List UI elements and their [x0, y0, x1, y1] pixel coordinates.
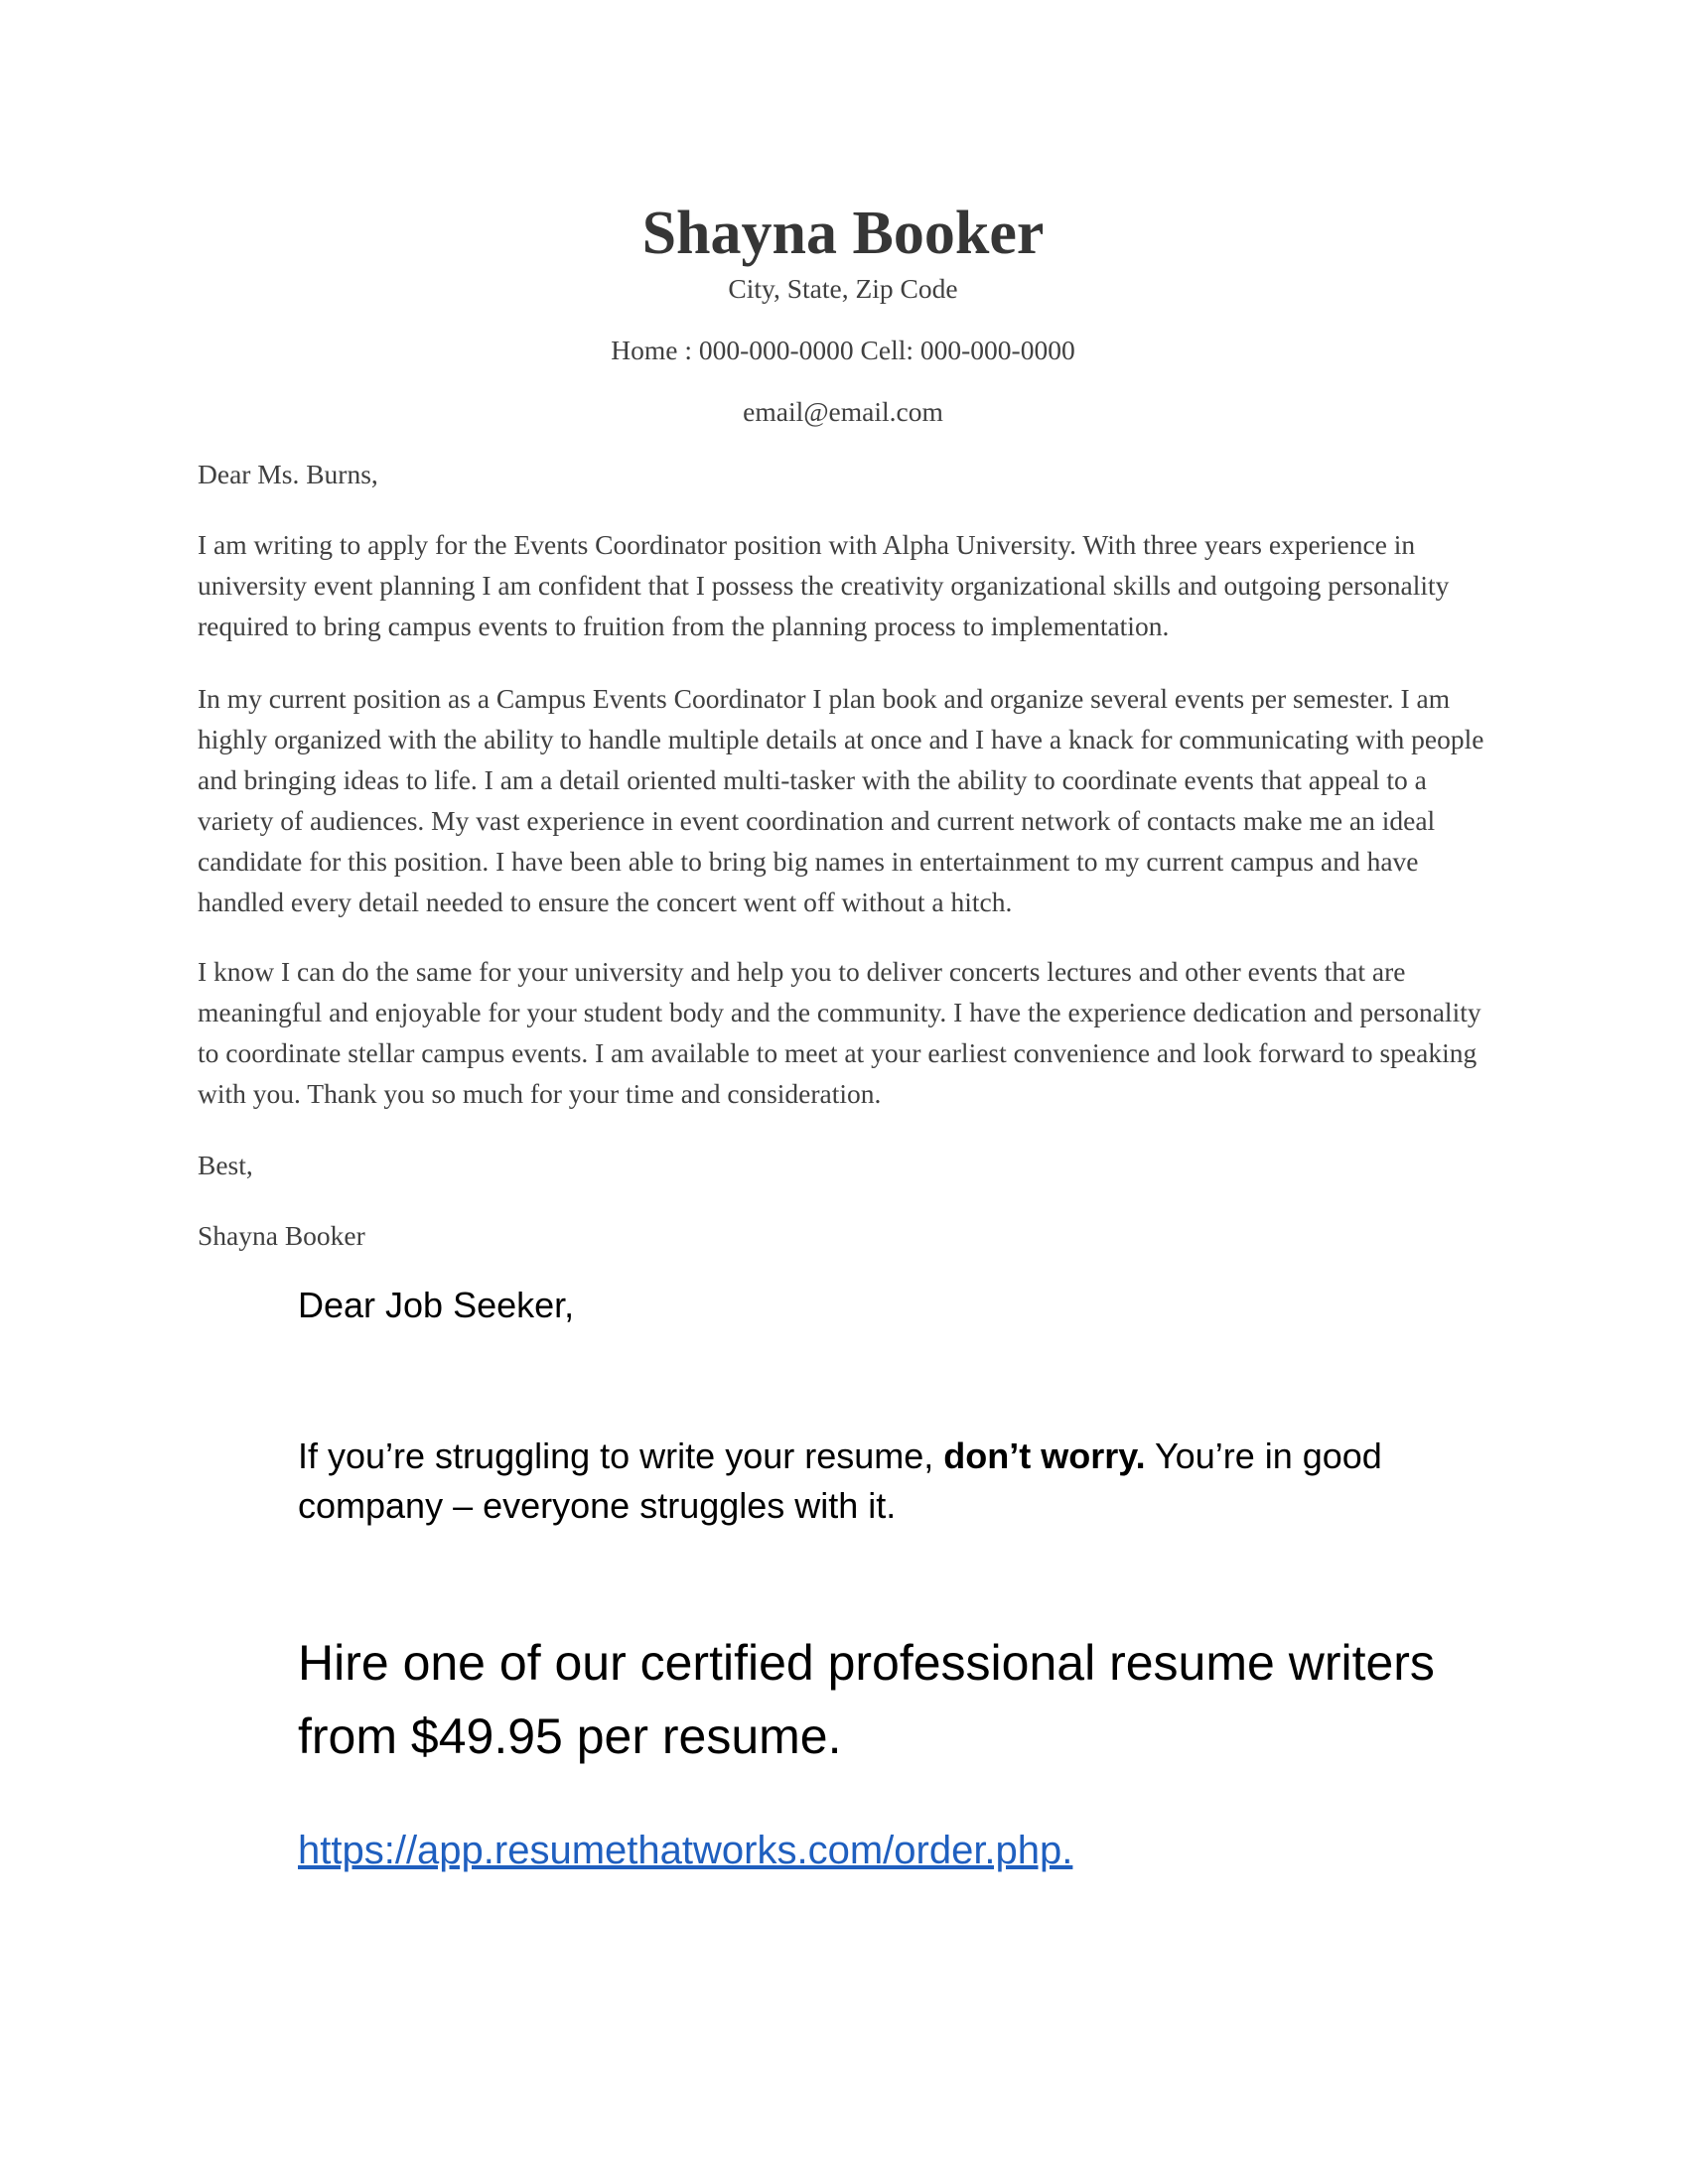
ad-struggle-start: If you’re struggling to write your resume, [298, 1435, 944, 1476]
letter-paragraph-3: I know I can do the same for your university and help you to deliver concerts lectures and other events that are meaningful and enjoyable for your student body and the community. I have the experience dedication and personality to coordinate stellar campus events. I am available to meet at your earliest convenience and look forward to speaking with you. Thank you so much for your time and consideration. [198, 956, 1481, 1109]
applicant-name: Shayna Booker [641, 200, 1045, 267]
ad-hire-text: Hire one of our certified professional resume writers from $49.95 per resume. [298, 1635, 1435, 1764]
ad-struggle-end: You’re in good company – everyone struggles with it. [298, 1435, 1382, 1526]
ad-struggle-bold: don’t worry. [943, 1435, 1146, 1476]
ad-struggle-text [298, 1432, 1489, 1531]
salutation: Dear Ms. Burns, [198, 459, 378, 489]
closing: Best, [198, 1150, 253, 1180]
phone-line: Home : 000-000-0000 Cell: 000-000-0000 [611, 335, 1075, 365]
letter-paragraph-2: In my current position as a Campus Events Coordinator I plan book and organize several events per semester. I am highly organized with the ability to handle multiple details at once and I have a knack for communicating with people and bringing ideas to life. I am a detail oriented multi-tasker with the ability to coordinate events that appeal to a variety of audiences. My vast experience in event coordination and current network of contacts make me an ideal candidate for this position. I have been able to bring big names in entertainment to my current campus and have handled every detail needed to ensure the concert went off without a hitch. [198, 683, 1484, 917]
order-link[interactable]: https://app.resumethatworks.com/order.php. [298, 1829, 1073, 1872]
email-line: email@email.com [743, 396, 943, 427]
signature: Shayna Booker [198, 1220, 365, 1251]
ad-greeting: Dear Job Seeker, [298, 1285, 575, 1325]
letter-paragraph-1: I am writing to apply for the Events Coordinator position with Alpha University. With three years experience in university event planning I am confident that I possess the creativity organizational skills and outgoing personality required to bring campus events to fruition from the planning process to implementation. [198, 529, 1450, 641]
address-line: City, State, Zip Code [728, 273, 958, 304]
